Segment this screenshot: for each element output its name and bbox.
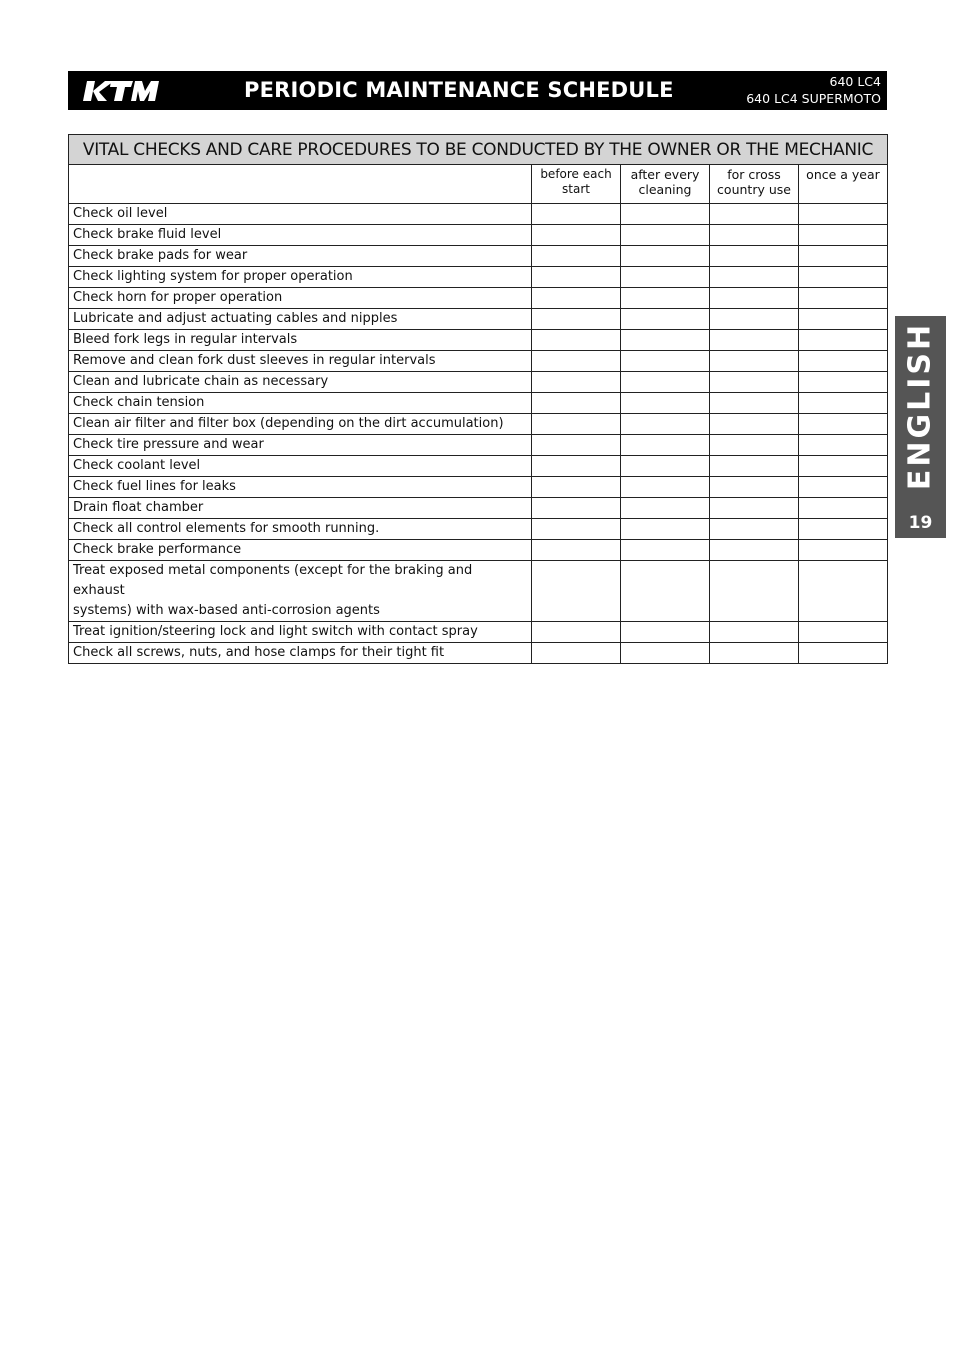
task-cell: [69, 498, 532, 519]
checkbox-cell[interactable]: [710, 330, 799, 351]
checkbox-cell[interactable]: [621, 643, 710, 664]
header-bar: [68, 71, 887, 110]
checkbox-cell[interactable]: [799, 519, 888, 540]
checkbox-cell[interactable]: [710, 246, 799, 267]
column-header-line-2: country use: [717, 182, 791, 197]
table-row: [69, 540, 888, 561]
task-text: Check all screws, nuts, and hose clamps for their tight fit: [73, 645, 445, 660]
checkbox-cell[interactable]: [532, 643, 621, 664]
checkbox-cell[interactable]: [621, 561, 710, 622]
checkbox-cell[interactable]: [532, 498, 621, 519]
table-row: [69, 330, 888, 351]
column-header-line-2: cleaning: [638, 182, 692, 197]
checkbox-cell[interactable]: [710, 372, 799, 393]
checkbox-cell[interactable]: [532, 456, 621, 477]
checkbox-cell[interactable]: [532, 330, 621, 351]
task-cell: [69, 643, 532, 664]
column-header: [799, 165, 888, 204]
task-cell: [69, 351, 532, 372]
table-row: [69, 393, 888, 414]
checkbox-cell[interactable]: [532, 288, 621, 309]
checkbox-cell[interactable]: [710, 519, 799, 540]
task-text: Lubricate and adjust actuating cables and nipples: [73, 311, 398, 326]
table-body: [69, 204, 888, 664]
checkbox-cell[interactable]: [710, 622, 799, 643]
checkbox-cell[interactable]: [710, 414, 799, 435]
table-row: [69, 225, 888, 246]
checkbox-cell[interactable]: [799, 372, 888, 393]
checkbox-cell[interactable]: [799, 561, 888, 622]
checkbox-cell[interactable]: [799, 622, 888, 643]
table-row: [69, 435, 888, 456]
checkbox-cell[interactable]: [799, 225, 888, 246]
column-header: [710, 165, 799, 204]
checkbox-cell[interactable]: [799, 456, 888, 477]
task-text: Check horn for proper operation: [73, 290, 283, 305]
table-title: VITAL CHECKS AND CARE PROCEDURES TO BE CONDUCTED BY THE OWNER OR THE MECHANIC: [69, 135, 888, 165]
task-cell: [69, 330, 532, 351]
task-cell: [69, 225, 532, 246]
language-label: ENGLISH: [902, 321, 938, 491]
column-header: [532, 165, 621, 204]
checkbox-cell[interactable]: [621, 498, 710, 519]
column-header-row: [69, 165, 888, 204]
language-tab: [895, 316, 946, 538]
table-row: [69, 288, 888, 309]
column-header-line-2: start: [562, 182, 590, 196]
checkbox-cell[interactable]: [532, 435, 621, 456]
table-row: [69, 246, 888, 267]
checkbox-cell[interactable]: [799, 288, 888, 309]
checkbox-cell[interactable]: [710, 477, 799, 498]
page-title: PERIODIC MAINTENANCE SCHEDULE: [244, 78, 674, 102]
checkbox-cell[interactable]: [532, 225, 621, 246]
table-row: [69, 519, 888, 540]
checkbox-cell[interactable]: [799, 351, 888, 372]
column-header-line-1: after every: [630, 167, 700, 182]
task-cell: [69, 288, 532, 309]
task-cell: [69, 435, 532, 456]
checkbox-cell[interactable]: [799, 246, 888, 267]
checkbox-cell[interactable]: [621, 519, 710, 540]
checkbox-cell[interactable]: [710, 267, 799, 288]
table-row: [69, 309, 888, 330]
ktm-logo-icon: [81, 79, 159, 103]
blank-header-cell: [69, 165, 532, 204]
checkbox-cell[interactable]: [532, 246, 621, 267]
checkbox-cell[interactable]: [710, 498, 799, 519]
checkbox-cell[interactable]: [799, 643, 888, 664]
model-line-1: 640 LC4: [829, 74, 881, 89]
task-text: Treat ignition/steering lock and light switch with contact spray: [73, 624, 478, 639]
checkbox-cell[interactable]: [621, 372, 710, 393]
checkbox-cell[interactable]: [621, 246, 710, 267]
checkbox-cell[interactable]: [532, 267, 621, 288]
checkbox-cell[interactable]: [799, 477, 888, 498]
task-text: Remove and clean fork dust sleeves in regular intervals: [73, 353, 436, 368]
checkbox-cell[interactable]: [799, 267, 888, 288]
checkbox-cell[interactable]: [621, 435, 710, 456]
task-text-continued: systems) with wax-based anti-corrosion agents: [73, 603, 380, 618]
checkbox-cell[interactable]: [621, 288, 710, 309]
checkbox-cell[interactable]: [710, 393, 799, 414]
task-text: Check tire pressure and wear: [73, 437, 264, 452]
task-text: Clean air filter and filter box (depending on the dirt accumulation): [73, 416, 504, 431]
task-text: Check brake performance: [73, 542, 242, 557]
page-number: 19: [908, 513, 933, 533]
task-cell: [69, 309, 532, 330]
column-header-line-1: once a year: [806, 167, 880, 182]
checkbox-cell[interactable]: [621, 477, 710, 498]
checkbox-cell[interactable]: [532, 393, 621, 414]
checkbox-cell[interactable]: [532, 309, 621, 330]
checkbox-cell[interactable]: [799, 498, 888, 519]
checkbox-cell[interactable]: [799, 435, 888, 456]
checkbox-cell[interactable]: [710, 309, 799, 330]
column-header-line-1: for cross: [727, 167, 781, 182]
model-labels: [746, 73, 881, 107]
task-text: Check brake fluid level: [73, 227, 222, 242]
task-text: Check brake pads for wear: [73, 248, 248, 263]
checkbox-cell[interactable]: [710, 204, 799, 225]
table-row: [69, 204, 888, 225]
task-text: Check lighting system for proper operation: [73, 269, 353, 284]
table-row: [69, 414, 888, 435]
checkbox-cell[interactable]: [532, 540, 621, 561]
checkbox-cell[interactable]: [621, 622, 710, 643]
table-row: [69, 561, 888, 622]
checkbox-cell[interactable]: [532, 519, 621, 540]
task-text: Drain float chamber: [73, 500, 204, 515]
checkbox-cell[interactable]: [710, 456, 799, 477]
checkbox-cell[interactable]: [710, 351, 799, 372]
checkbox-cell[interactable]: [621, 393, 710, 414]
checkbox-cell[interactable]: [621, 456, 710, 477]
task-text: Check all control elements for smooth running.: [73, 521, 380, 536]
checkbox-cell[interactable]: [710, 288, 799, 309]
checkbox-cell[interactable]: [532, 477, 621, 498]
checkbox-cell[interactable]: [799, 204, 888, 225]
checkbox-cell[interactable]: [799, 414, 888, 435]
checkbox-cell[interactable]: [532, 414, 621, 435]
task-cell: [69, 204, 532, 225]
checkbox-cell[interactable]: [621, 225, 710, 246]
maintenance-table: [68, 134, 888, 664]
checkbox-cell[interactable]: [621, 330, 710, 351]
checkbox-cell[interactable]: [710, 561, 799, 622]
model-line-2: 640 LC4 SUPERMOTO: [746, 91, 881, 106]
checkbox-cell[interactable]: [799, 540, 888, 561]
task-text: Bleed fork legs in regular intervals: [73, 332, 298, 347]
task-cell: [69, 477, 532, 498]
task-cell: [69, 540, 532, 561]
table-row: [69, 372, 888, 393]
task-cell: [69, 519, 532, 540]
checkbox-cell[interactable]: [710, 540, 799, 561]
table-row: [69, 456, 888, 477]
checkbox-cell[interactable]: [532, 204, 621, 225]
task-text: Treat exposed metal components (except for the braking and exhaust: [73, 563, 473, 598]
checkbox-cell[interactable]: [710, 435, 799, 456]
checkbox-cell[interactable]: [621, 351, 710, 372]
checkbox-cell[interactable]: [799, 309, 888, 330]
table-row: [69, 477, 888, 498]
checkbox-cell[interactable]: [621, 267, 710, 288]
table-row: [69, 622, 888, 643]
checkbox-cell[interactable]: [532, 561, 621, 622]
task-cell: [69, 372, 532, 393]
table-row: [69, 643, 888, 664]
checkbox-cell[interactable]: [710, 643, 799, 664]
table-row: [69, 498, 888, 519]
task-cell: [69, 561, 532, 622]
task-cell: [69, 622, 532, 643]
task-text: Check fuel lines for leaks: [73, 479, 236, 494]
checkbox-cell[interactable]: [799, 393, 888, 414]
column-header: [621, 165, 710, 204]
checkbox-cell[interactable]: [621, 309, 710, 330]
task-text: Clean and lubricate chain as necessary: [73, 374, 329, 389]
task-text: Check chain tension: [73, 395, 205, 410]
table-row: [69, 267, 888, 288]
task-cell: [69, 246, 532, 267]
checkbox-cell[interactable]: [532, 351, 621, 372]
task-cell: [69, 393, 532, 414]
column-header-line-1: before each: [540, 167, 612, 181]
checkbox-cell[interactable]: [621, 414, 710, 435]
task-text: Check coolant level: [73, 458, 201, 473]
checkbox-cell[interactable]: [532, 372, 621, 393]
checkbox-cell[interactable]: [710, 225, 799, 246]
table-row: [69, 351, 888, 372]
checkbox-cell[interactable]: [532, 622, 621, 643]
checkbox-cell[interactable]: [621, 204, 710, 225]
task-text: Check oil level: [73, 206, 168, 221]
task-cell: [69, 456, 532, 477]
task-cell: [69, 414, 532, 435]
checkbox-cell[interactable]: [621, 540, 710, 561]
task-cell: [69, 267, 532, 288]
checkbox-cell[interactable]: [799, 330, 888, 351]
